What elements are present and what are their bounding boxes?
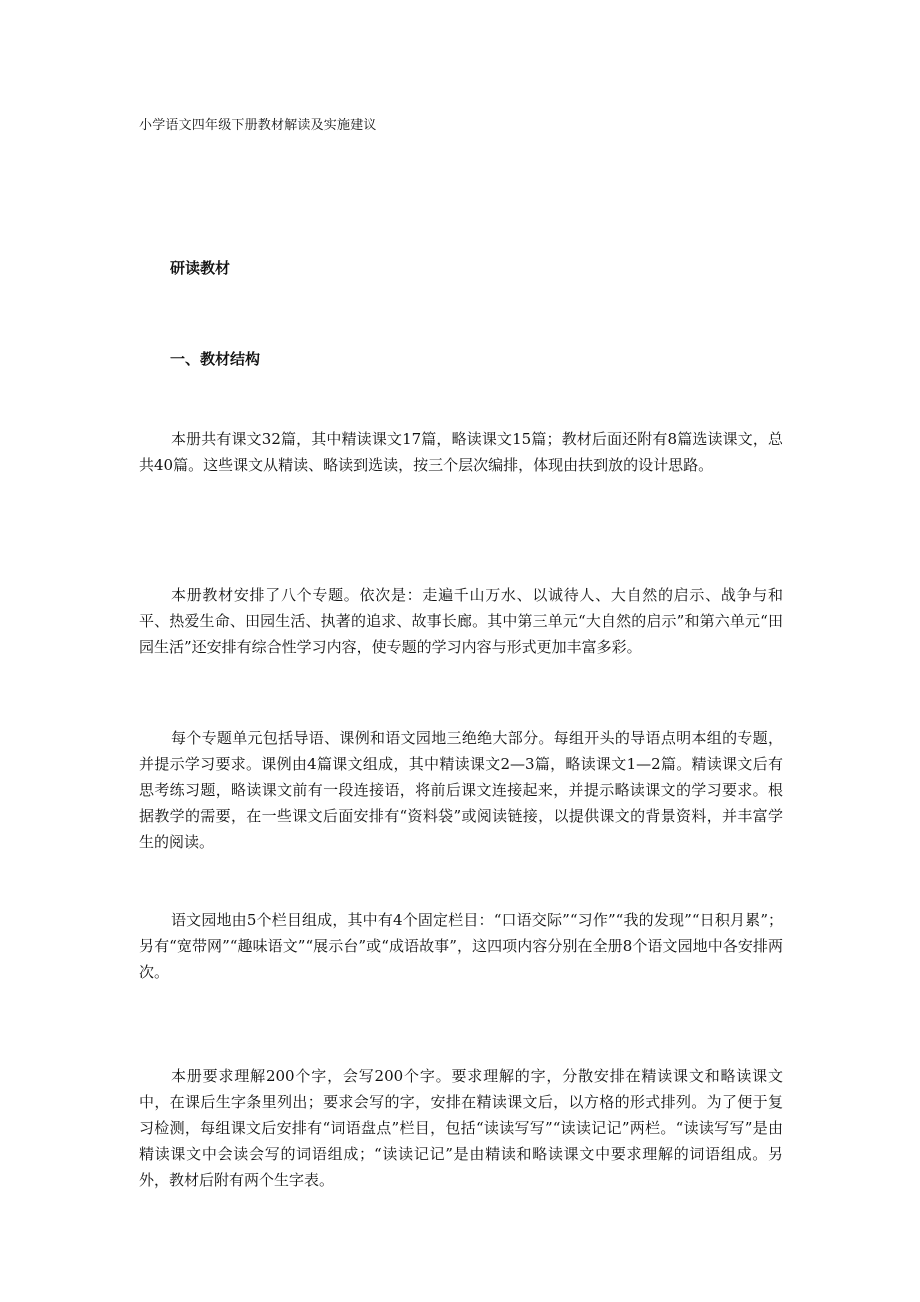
paragraph-language-garden: 语文园地由5个栏目组成，其中有4个固定栏目：“口语交际”“习作”“我的发现”“日积月累”；另有“宽带网”“趣味语文”“展示台”或“成语故事”，这四项内容分别在全册8个语文园地中各安排两次。 [139, 911, 783, 981]
subsection-heading: 一、教材结构 [170, 350, 261, 368]
paragraph-lesson-count: 本册共有课文32篇，其中精读课文17篇，略读课文15篇；教材后面还附有8篇选读课文，总共40篇。这些课文从精读、略读到选读，按三个层次编排，体现由扶到放的设计思路。 [139, 430, 783, 474]
paragraph-unit-structure: 每个专题单元包括导语、课例和语文园地三绝绝大部分。每组开头的导语点明本组的专题，并提示学习要求。课例由4篇课文组成，其中精读课文2—3篇，略读课文1—2篇。精读课文后有思考练习题，略读课文前有一段连接语，将前后课文连接起来，并提示略读课文的学习要求。根据教学的需要，在一些课文后面安排有“资料袋”或阅读链接，以提供课文的背景资料，并丰富学生的阅读。 [139, 729, 783, 851]
paragraph-characters: 本册要求理解200个字，会写200个字。要求理解的字，分散安排在精读课文和略读课文中，在课后生字条里列出；要求会写的字，安排在精读课文后，以方格的形式排列。为了便于复习检测，每组课文后安排有“词语盘点”栏目，包括“读读写写”“读读记记”两栏。“读读写写”是由精读课文中会读会写的词语组成；“读读记记”是由精读和略读课文中要求理解的词语组成。另外，教材后附有两个生字表。 [139, 1067, 783, 1189]
document-title: 小学语文四年级下册教材解读及实施建议 [139, 118, 377, 133]
section-heading: 研读教材 [170, 259, 231, 277]
paragraph-themes: 本册教材安排了八个专题。依次是：走遍千山万水、以诚待人、大自然的启示、战争与和平、热爱生命、田园生活、执著的追求、故事长廊。其中第三单元“大自然的启示”和第六单元“田园生活”还安排有综合性学习内容，使专题的学习内容与形式更加丰富多彩。 [139, 586, 783, 656]
